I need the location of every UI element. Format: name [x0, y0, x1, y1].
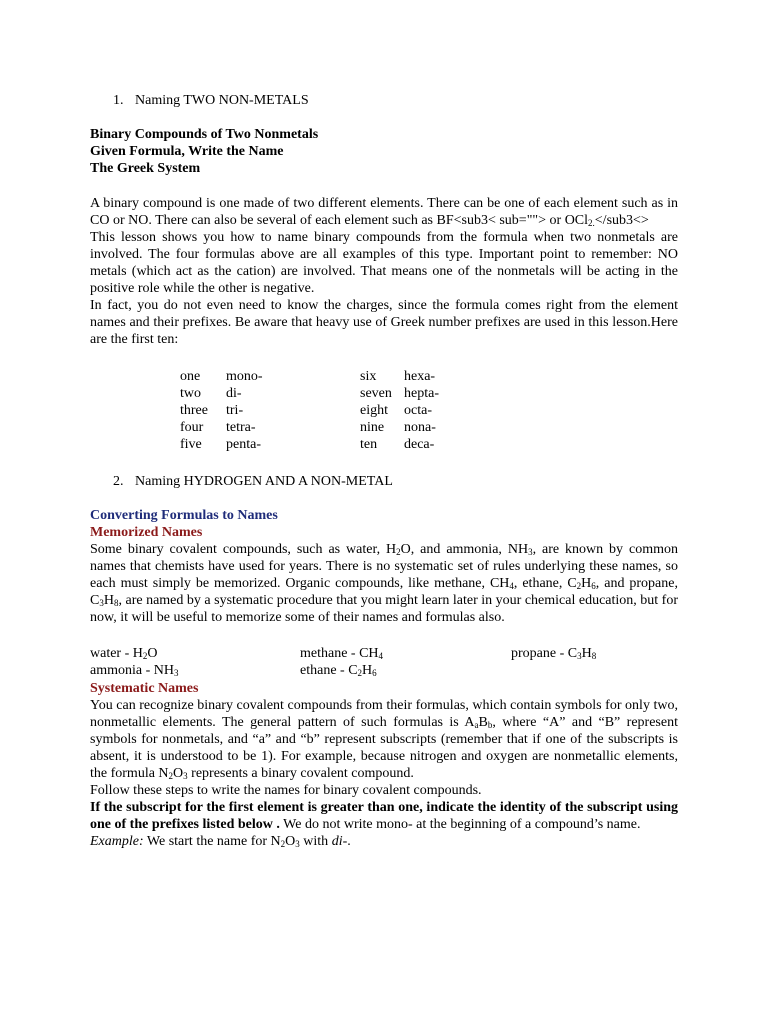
prefix-word: hexa- [404, 369, 436, 384]
number-word: six [360, 369, 377, 384]
prefix-word: deca- [404, 437, 435, 452]
number-word: two [180, 386, 201, 401]
steps-intro: Follow these steps to write the names for binary covalent compounds. [90, 783, 482, 798]
example-ethane: ethane - $C_2H_6$ [300, 663, 377, 678]
example-methane: methane - $CH_4$ [300, 646, 384, 661]
paragraph-charges: In fact, you do not even need to know the charges, since the formula comes right from the element names and their prefixes. Be aware that heavy use of Greek number prefixes are used in this lesson.Here are the first ten: [90, 298, 678, 347]
systematic-block [90, 680, 678, 850]
para1-sub: 2. [588, 218, 595, 228]
example-label: Example: [90, 834, 144, 849]
number-word: three [180, 403, 208, 418]
memorized-heading: Memorized Names [90, 525, 203, 540]
converting-title: Converting Formulas to Names [90, 508, 278, 523]
rule-rest: We do not write mono- at the beginning of a compound’s name. [279, 817, 641, 832]
prefix-word: tetra- [226, 420, 256, 435]
prefix-row [180, 419, 464, 436]
section2-block [90, 507, 678, 626]
systematic-heading: Systematic Names [90, 681, 199, 696]
prefix-word: tri- [226, 403, 244, 418]
paragraph-lesson: This lesson shows you how to name binary compounds from the formula when two nonmetals are involved. The four formulas above are all examples of this type. Important point to remember: NO metals (which act as the cation) are involved. That means one of the nonmetals will be acting in the positive role while the other is negative. [90, 230, 678, 296]
number-word: ten [360, 437, 378, 452]
section1-heading [113, 92, 309, 109]
para1-text: A binary compound is one made of two different elements. There can be one of each element such as in CO or NO. There can also be several of each element such as BF<sub3< sub=""> or OCl [90, 196, 678, 228]
para1-end: </sub3<> [594, 213, 649, 228]
systematic-paragraph: You can recognize binary covalent compounds from their formulas, which contain symbols for only two, nonmetallic elements. The general pattern of such formulas is $A_aB_b$, where “A” and “B” represent symbols for nonmetals, and “a” and “b” represent subscripts (remember that if one of the subscripts is absent, it is understood to be 1). For example, because nitrogen and oxygen are nonmetallic elements, the formula $N_2O_3$ represents a binary covalent compound. [90, 698, 678, 781]
rule-paragraph [90, 799, 678, 833]
number-word: seven [360, 386, 392, 401]
example-water: water - $H_2O$ [90, 646, 158, 661]
prefix-row [180, 368, 464, 385]
memorized-paragraph: Some binary covalent compounds, such as water, $H_2O$, and ammonia, $NH_3$, are known by common names that chemists have used for years. There is no systematic set of rules underlying these names, so each must simply be memorized. Organic compounds, like methane, $CH_4$, ethane, $C_2H_6$, and propane, $C_3H_8$, are named by a systematic procedure that you might learn later in your chemical education, but for now, it will be useful to memorize some of their names and formulas also. [90, 542, 678, 625]
example-propane: propane - $C_3H_8$ [511, 646, 597, 661]
section2-number: 2. [113, 474, 124, 489]
title-line-3: The Greek System [90, 161, 201, 176]
example-prefix: di- [331, 834, 348, 849]
number-word: five [180, 437, 202, 452]
rule-bold: If the subscript for the first element is greater than one, indicate the identity of the subscript using one of the prefixes listed below . [90, 800, 678, 832]
number-word: four [180, 420, 204, 435]
section2-heading-text: Naming HYDROGEN AND A NON-METAL [135, 474, 393, 489]
prefix-word: di- [226, 386, 242, 401]
prefix-row [180, 436, 464, 453]
number-word: one [180, 369, 201, 384]
prefix-word: hepta- [404, 386, 439, 401]
example-ammonia: ammonia - $NH_3$ [90, 663, 179, 678]
prefix-word: mono- [226, 369, 263, 384]
section1-number: 1. [113, 93, 124, 108]
title-line-2: Given Formula, Write the Name [90, 144, 284, 159]
section1-body [90, 195, 678, 348]
section2-heading [113, 473, 393, 490]
prefix-word: octa- [404, 403, 432, 418]
paragraph-binary-compound [90, 195, 678, 229]
prefix-row [180, 402, 464, 419]
prefix-row [180, 385, 464, 402]
example-paragraph: Example: We start the name for $N_2O_3$ with di-. [90, 834, 351, 849]
title-line-1: Binary Compounds of Two Nonmetals [90, 127, 319, 142]
number-word: eight [360, 403, 388, 418]
prefix-word: penta- [226, 437, 261, 452]
section1-title-block [90, 126, 678, 177]
number-word: nine [360, 420, 385, 435]
greek-prefix-table [180, 368, 464, 453]
prefix-word: nona- [404, 420, 436, 435]
section1-heading-text: Naming TWO NON-METALS [135, 93, 309, 108]
